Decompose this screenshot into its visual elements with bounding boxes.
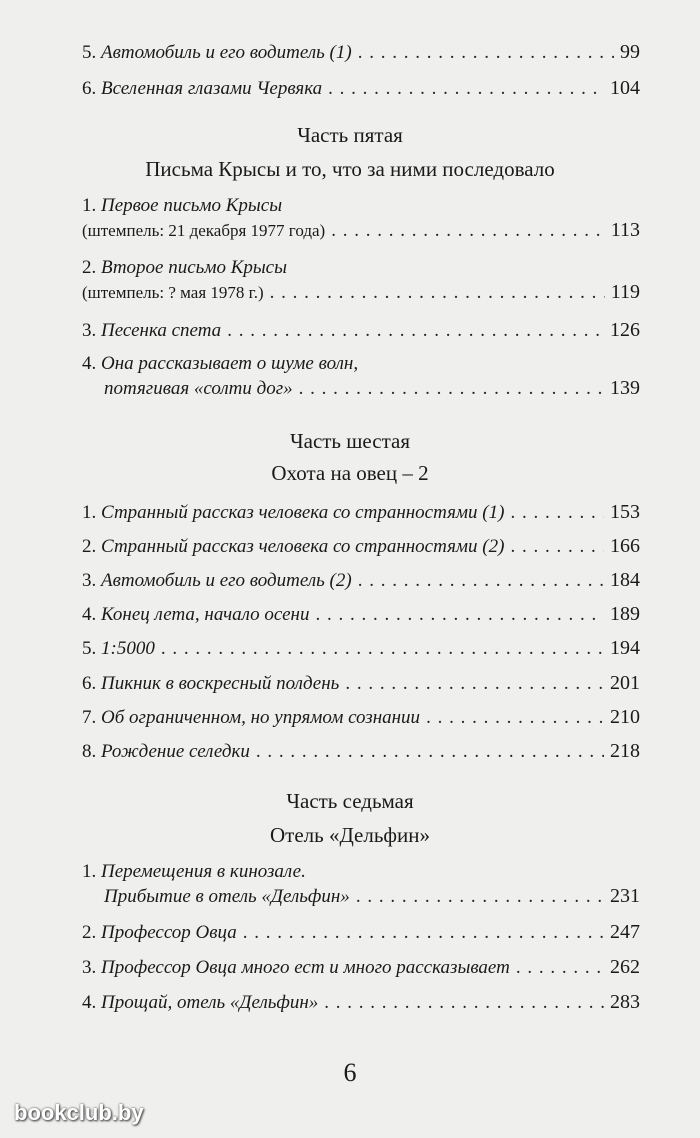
part-subtitle: Письма Крысы и то, что за ними последовало bbox=[145, 157, 555, 181]
leader-dots bbox=[328, 77, 604, 101]
entry-number: 6. bbox=[82, 673, 97, 694]
toc-entry bbox=[82, 920, 640, 945]
leader-dots bbox=[510, 535, 604, 559]
entry-number: 3. bbox=[82, 320, 97, 341]
entry-title: Профессор Овца bbox=[101, 922, 237, 943]
toc-entry bbox=[82, 990, 640, 1015]
entry-title: Рождение селедки bbox=[101, 741, 250, 762]
leader-dots bbox=[516, 956, 604, 980]
entry-title: Автомобиль и его водитель (1) bbox=[101, 42, 352, 63]
entry-page: 153 bbox=[610, 501, 640, 523]
toc-entry bbox=[82, 671, 640, 696]
entry-title: Странный рассказ человека со странностями (1) bbox=[101, 502, 505, 523]
entry-title: Первое письмо Крысы bbox=[101, 195, 283, 216]
entry-page: 201 bbox=[610, 672, 640, 694]
entry-page: 119 bbox=[610, 281, 640, 303]
toc-entry bbox=[82, 739, 640, 764]
entry-title: 1:5000 bbox=[101, 638, 155, 659]
entry-page: 104 bbox=[610, 77, 640, 99]
toc-entry bbox=[82, 705, 640, 730]
watermark: bookclub.by bbox=[14, 1100, 144, 1125]
entry-page: 283 bbox=[610, 991, 640, 1013]
entry-number: 7. bbox=[82, 707, 97, 728]
entry-number: 5. bbox=[82, 638, 97, 659]
toc-entry bbox=[82, 860, 640, 910]
entry-page: 126 bbox=[610, 319, 640, 341]
entry-page: 194 bbox=[610, 637, 640, 659]
entry-title: Вселенная глазами Червяка bbox=[101, 78, 323, 99]
page-number: 6 bbox=[343, 1058, 357, 1087]
entry-title: Второе письмо Крысы bbox=[101, 257, 287, 278]
entry-number: 8. bbox=[82, 741, 97, 762]
entry-number: 6. bbox=[82, 78, 97, 99]
leader-dots bbox=[270, 281, 605, 305]
entry-number: 4. bbox=[82, 604, 97, 625]
entry-number: 1. bbox=[82, 502, 97, 523]
entry-number: 3. bbox=[82, 570, 97, 591]
part-heading: Часть седьмая bbox=[286, 789, 414, 813]
leader-dots bbox=[356, 885, 604, 909]
leader-dots bbox=[426, 706, 604, 730]
entry-number: 2. bbox=[82, 922, 97, 943]
leader-dots bbox=[227, 319, 604, 343]
entry-title: Странный рассказ человека со странностями (2) bbox=[101, 536, 505, 557]
entry-page: 189 bbox=[610, 603, 640, 625]
toc-entry bbox=[82, 602, 640, 627]
toc-entry bbox=[82, 318, 640, 343]
leader-dots bbox=[331, 219, 605, 243]
toc-entry bbox=[82, 40, 640, 65]
entry-number: 4. bbox=[82, 353, 97, 374]
entry-page: 262 bbox=[610, 956, 640, 978]
toc-entry bbox=[82, 76, 640, 101]
leader-dots bbox=[324, 991, 604, 1015]
leader-dots bbox=[315, 603, 604, 627]
part-subtitle: Охота на овец – 2 bbox=[271, 461, 429, 485]
entry-number: 1. bbox=[82, 195, 97, 216]
entry-page: 99 bbox=[620, 41, 640, 63]
entry-number: 3. bbox=[82, 957, 97, 978]
entry-note: (штемпель: 21 декабря 1977 года) bbox=[82, 221, 326, 240]
entry-number: 5. bbox=[82, 42, 97, 63]
entry-number: 4. bbox=[82, 992, 97, 1013]
entry-title-cont: Прибытие в отель «Дельфин» bbox=[104, 886, 350, 907]
toc-entry bbox=[82, 500, 640, 525]
entry-page: 247 bbox=[610, 921, 640, 943]
entry-title: Она рассказывает о шуме волн, bbox=[101, 353, 359, 374]
entry-title: Перемещения в кинозале. bbox=[101, 861, 306, 882]
leader-dots bbox=[345, 672, 604, 696]
part-heading: Часть пятая bbox=[297, 123, 403, 147]
entry-title: Профессор Овца много ест и много рассказывает bbox=[101, 957, 510, 978]
entry-page: 139 bbox=[610, 377, 640, 399]
entry-page: 166 bbox=[610, 535, 640, 557]
leader-dots bbox=[256, 740, 604, 764]
entry-title: Пикник в воскресный полдень bbox=[101, 673, 340, 694]
toc-entry bbox=[82, 194, 640, 244]
part-heading: Часть шестая bbox=[289, 429, 411, 453]
leader-dots bbox=[243, 921, 604, 945]
leader-dots bbox=[358, 41, 614, 65]
entry-number: 2. bbox=[82, 536, 97, 557]
leader-dots bbox=[161, 637, 604, 661]
entry-note: (штемпель: ? мая 1978 г.) bbox=[82, 283, 264, 302]
toc-entry bbox=[82, 636, 640, 661]
toc-entry bbox=[82, 955, 640, 980]
toc-entry bbox=[82, 256, 640, 306]
entry-title: Конец лета, начало осени bbox=[101, 604, 310, 625]
entry-page: 218 bbox=[610, 740, 640, 762]
entry-page: 113 bbox=[610, 219, 640, 241]
entry-page: 210 bbox=[610, 706, 640, 728]
entry-page: 231 bbox=[610, 885, 640, 907]
entry-title: Прощай, отель «Дельфин» bbox=[101, 992, 319, 1013]
entry-page: 184 bbox=[610, 569, 640, 591]
part-subtitle: Отель «Дельфин» bbox=[269, 823, 430, 847]
entry-number: 2. bbox=[82, 257, 97, 278]
entry-title-cont: потягивая «солти дог» bbox=[104, 378, 293, 399]
toc-entry bbox=[82, 352, 640, 402]
entry-title: Об ограниченном, но упрямом сознании bbox=[101, 707, 421, 728]
leader-dots bbox=[358, 569, 604, 593]
toc-entry bbox=[82, 568, 640, 593]
entry-title: Песенка спета bbox=[101, 320, 222, 341]
entry-title: Автомобиль и его водитель (2) bbox=[101, 570, 352, 591]
leader-dots bbox=[299, 377, 604, 401]
entry-number: 1. bbox=[82, 861, 97, 882]
leader-dots bbox=[510, 501, 604, 525]
toc-entry bbox=[82, 534, 640, 559]
